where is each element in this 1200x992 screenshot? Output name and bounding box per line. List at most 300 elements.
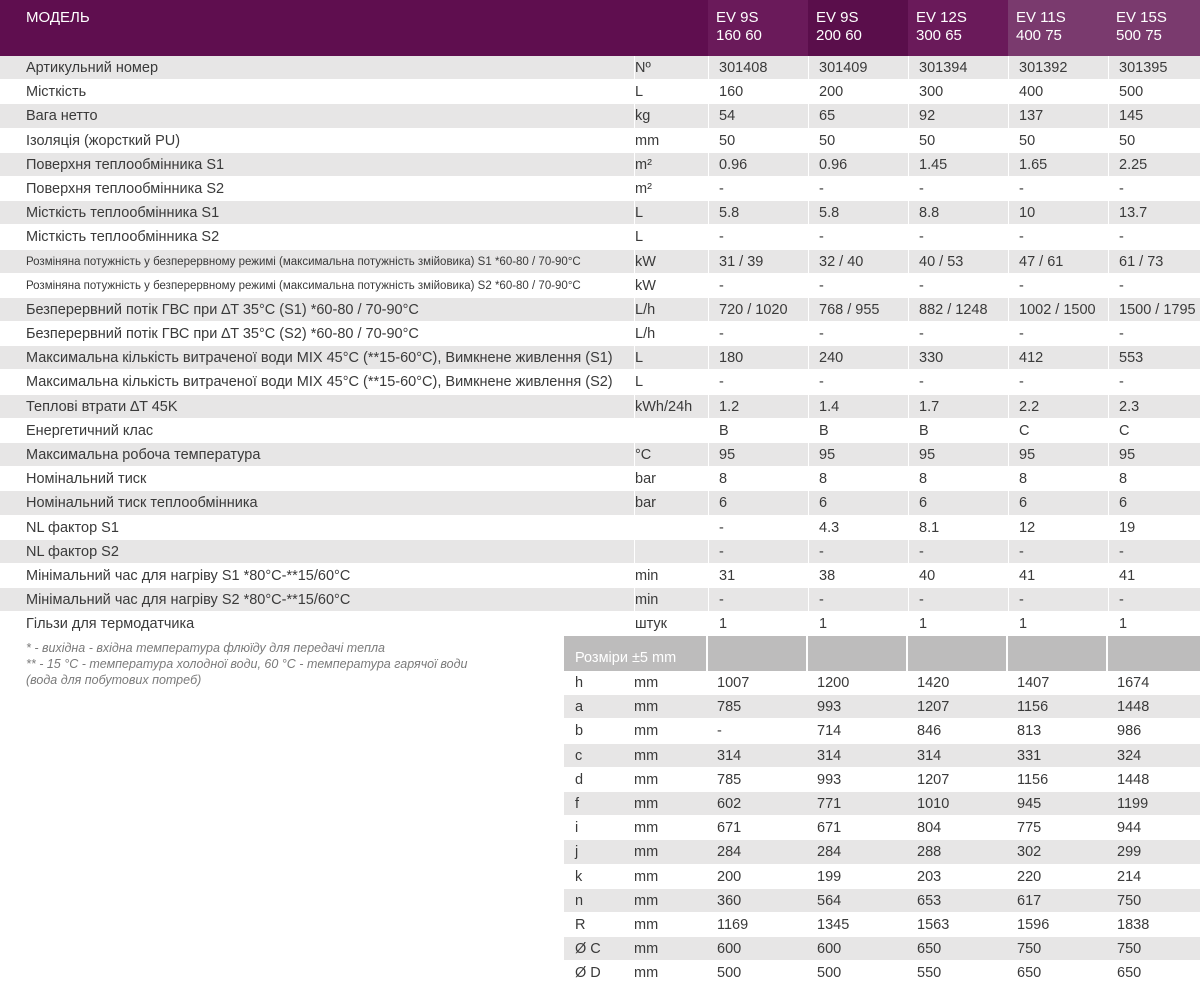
spec-table (0, 56, 1200, 637)
spec-value: - (708, 516, 808, 539)
dimension-value: 314 (917, 747, 942, 764)
spec-row (0, 298, 1200, 322)
spec-unit: kg (634, 104, 708, 127)
spec-row (0, 153, 1200, 177)
dimension-value: 288 (917, 844, 942, 861)
dimension-unit: mm (634, 916, 659, 933)
model-size: 160 60 (716, 27, 762, 44)
spec-value: 240 (808, 346, 908, 369)
spec-row (0, 80, 1200, 104)
table-header (0, 0, 1200, 56)
spec-value: 38 (808, 564, 908, 587)
dimension-row (564, 695, 1200, 719)
spec-value: - (1008, 274, 1108, 297)
spec-label: Мінімальний час для нагріву S2 *80°C-**15/60°C (26, 592, 351, 609)
dimension-value: 1199 (1117, 795, 1149, 812)
spec-value: 1.7 (908, 395, 1008, 418)
spec-value: 6 (908, 491, 1008, 514)
spec-value: - (1008, 588, 1108, 611)
spec-label: Гільзи для термодатчика (26, 616, 195, 633)
spec-value: 50 (1108, 129, 1200, 152)
spec-unit: kW (634, 250, 708, 273)
spec-row (0, 104, 1200, 128)
dimension-value: 331 (1017, 747, 1042, 764)
footnote: * - вихідна - вхідна температура флюїду для передачі тепла (26, 641, 385, 655)
dimension-value: 284 (717, 844, 742, 861)
dimension-value: 1207 (917, 771, 950, 788)
dimension-row (564, 768, 1200, 792)
model-size: 200 60 (816, 27, 862, 44)
spec-label: Енергетичний клас (26, 422, 154, 439)
spec-label: NL фактор S1 (26, 519, 119, 536)
spec-value: 50 (808, 129, 908, 152)
model-name: EV 12S (916, 9, 967, 26)
spec-value: 1.4 (808, 395, 908, 418)
column-divider (806, 636, 808, 671)
dimension-value: 650 (1117, 965, 1142, 982)
spec-row (0, 540, 1200, 564)
spec-value: C (1008, 419, 1108, 442)
spec-label: Поверхня теплообмінника S2 (26, 180, 225, 197)
spec-value: 553 (1108, 346, 1200, 369)
dimension-value: 1345 (817, 916, 850, 933)
dimension-value: 846 (917, 723, 942, 740)
spec-value: 2.3 (1108, 395, 1200, 418)
spec-value: 1 (908, 612, 1008, 635)
spec-value: 145 (1108, 104, 1200, 127)
spec-value: - (708, 274, 808, 297)
dimensions-title: Розміри ±5 mm (575, 650, 677, 666)
dimension-unit: mm (634, 820, 659, 837)
spec-value: 400 (1008, 80, 1108, 103)
spec-value: 31 / 39 (708, 250, 808, 273)
spec-value: 31 (708, 564, 808, 587)
dimension-value: 750 (1117, 892, 1142, 909)
spec-value: 0.96 (808, 153, 908, 176)
dimension-row (564, 744, 1200, 768)
spec-row (0, 612, 1200, 636)
dimension-value: 671 (817, 820, 842, 837)
spec-value: - (1108, 274, 1200, 297)
dimension-value: 199 (817, 868, 842, 885)
spec-value: B (708, 419, 808, 442)
spec-value: 10 (1008, 201, 1108, 224)
spec-unit: Nº (634, 56, 708, 79)
spec-unit: kW (634, 274, 708, 297)
dimension-key: i (575, 820, 579, 837)
dimension-value: 284 (817, 844, 842, 861)
spec-label: Теплові втрати ∆T 45K (26, 398, 178, 415)
dimension-value: 214 (1117, 868, 1142, 885)
spec-unit: kWh/24h (634, 395, 708, 418)
spec-unit: °C (634, 443, 708, 466)
dimension-value: 785 (717, 771, 742, 788)
spec-label: Номінальний тиск теплообмінника (26, 495, 258, 512)
spec-value: - (908, 322, 1008, 345)
dimension-key: b (575, 723, 584, 740)
dimension-value: 650 (917, 941, 942, 958)
dimension-key: j (575, 844, 579, 861)
dimension-row (564, 889, 1200, 913)
spec-row (0, 588, 1200, 612)
dimension-value: 500 (717, 965, 742, 982)
column-divider (1006, 636, 1008, 671)
spec-row (0, 322, 1200, 346)
dimension-value: 813 (1017, 723, 1042, 740)
spec-label: Місткість теплообмінника S2 (26, 229, 220, 246)
spec-value: - (1008, 370, 1108, 393)
spec-value: - (708, 322, 808, 345)
dimension-unit: mm (634, 941, 659, 958)
spec-value: 882 / 1248 (908, 298, 1008, 321)
spec-value: - (1108, 588, 1200, 611)
spec-value: 8 (708, 467, 808, 490)
dimension-value: 1448 (1117, 771, 1150, 788)
spec-row (0, 491, 1200, 515)
spec-value: 0.96 (708, 153, 808, 176)
spec-row (0, 56, 1200, 80)
dimension-value: 671 (717, 820, 742, 837)
spec-row (0, 177, 1200, 201)
spec-value: 301394 (908, 56, 1008, 79)
spec-row (0, 443, 1200, 467)
spec-row (0, 564, 1200, 588)
model-header-5 (1108, 0, 1200, 56)
spec-value: 301409 (808, 56, 908, 79)
spec-value: B (808, 419, 908, 442)
spec-value: 720 / 1020 (708, 298, 808, 321)
spec-value: 160 (708, 80, 808, 103)
column-divider (1106, 636, 1108, 671)
spec-value: 95 (1008, 443, 1108, 466)
dimension-value: 220 (1017, 868, 1042, 885)
spec-value: 1 (708, 612, 808, 635)
model-header-2 (808, 0, 908, 56)
spec-label: Вага нетто (26, 108, 98, 125)
spec-value: 12 (1008, 516, 1108, 539)
spec-label: Розміняна потужність у безперервному режимі (максимальна потужність змійовика) S2 *60-80 / 70-90°C (26, 279, 581, 292)
dimension-value: 550 (917, 965, 942, 982)
model-header-3 (908, 0, 1008, 56)
dimension-value: 564 (817, 892, 842, 909)
dimension-value: 314 (717, 747, 742, 764)
dimension-unit: mm (634, 771, 659, 788)
spec-label: Ізоляція (жорсткий PU) (26, 132, 181, 149)
dimension-key: a (575, 699, 584, 716)
dimension-key: f (575, 795, 580, 812)
spec-row (0, 419, 1200, 443)
dimension-value: 750 (1017, 941, 1042, 958)
dimension-value: 1563 (917, 916, 950, 933)
dimension-unit: mm (634, 795, 659, 812)
spec-unit: m² (634, 153, 708, 176)
dimension-unit: mm (634, 675, 659, 691)
spec-value: - (708, 177, 808, 200)
spec-label: Поверхня теплообмінника S1 (26, 156, 225, 173)
model-size: 400 75 (1016, 27, 1062, 44)
dimension-value: 1448 (1117, 699, 1150, 716)
dimension-value: 945 (1017, 795, 1042, 812)
spec-value: 61 / 73 (1108, 250, 1200, 273)
dimension-key: h (575, 675, 584, 691)
dimension-value: 600 (717, 941, 742, 958)
model-name: EV 9S (816, 9, 859, 26)
dimension-key: d (575, 771, 584, 788)
spec-value: 95 (1108, 443, 1200, 466)
spec-value: - (808, 370, 908, 393)
spec-value: 180 (708, 346, 808, 369)
spec-value: 300 (908, 80, 1008, 103)
spec-value: 92 (908, 104, 1008, 127)
spec-value: - (908, 540, 1008, 563)
spec-value: - (908, 588, 1008, 611)
spec-value: 2.2 (1008, 395, 1108, 418)
spec-value: 50 (708, 129, 808, 152)
spec-unit: штук (634, 612, 708, 635)
spec-value: 330 (908, 346, 1008, 369)
spec-value: 4.3 (808, 516, 908, 539)
spec-value: 13.7 (1108, 201, 1200, 224)
spec-label: Максимальна кількість витраченої води MIX 45°C (**15-60°C), Вимкнене живлення (S1) (26, 350, 613, 367)
model-header-1 (708, 0, 808, 56)
spec-value: 5.8 (808, 201, 908, 224)
spec-value: 8 (1108, 467, 1200, 490)
spec-value: 32 / 40 (808, 250, 908, 273)
spec-label: Безперервний потік ГВС при ∆T 35°C (S1) *60-80 / 70-90°C (26, 301, 419, 318)
dimension-value: 944 (1117, 820, 1142, 837)
spec-unit (634, 540, 708, 563)
spec-value: 65 (808, 104, 908, 127)
spec-value: 8 (1008, 467, 1108, 490)
dimension-value: 993 (817, 699, 842, 716)
spec-unit (634, 419, 708, 442)
spec-value: - (808, 274, 908, 297)
spec-value: B (908, 419, 1008, 442)
spec-value: - (1008, 225, 1108, 248)
spec-unit: L/h (634, 298, 708, 321)
dimension-unit: mm (634, 699, 659, 716)
spec-unit: L (634, 225, 708, 248)
dimension-value: 600 (817, 941, 842, 958)
spec-unit: L/h (634, 322, 708, 345)
spec-label: Розміняна потужність у безперервному режимі (максимальна потужність змійовика) S1 *60-80 / 70-90°C (26, 255, 581, 268)
dimension-value: - (717, 723, 722, 740)
model-name: EV 11S (1016, 9, 1066, 26)
spec-value: 137 (1008, 104, 1108, 127)
spec-value: - (808, 225, 908, 248)
spec-unit: mm (634, 129, 708, 152)
spec-label: NL фактор S2 (26, 543, 119, 560)
spec-value: 301395 (1108, 56, 1200, 79)
dimension-value: 1156 (1017, 699, 1049, 716)
dimension-value: 993 (817, 771, 842, 788)
spec-value: - (1008, 540, 1108, 563)
spec-row (0, 225, 1200, 249)
dimension-value: 360 (717, 892, 742, 909)
dimension-value: 1010 (917, 795, 950, 812)
spec-unit (634, 516, 708, 539)
dimension-value: 653 (917, 892, 942, 909)
spec-value: 19 (1108, 516, 1200, 539)
dimensions-header (564, 636, 1200, 671)
dimension-unit: mm (634, 844, 659, 861)
spec-value: 41 (1008, 564, 1108, 587)
spec-value: 301408 (708, 56, 808, 79)
dimension-value: 1420 (917, 675, 950, 691)
spec-value: - (908, 225, 1008, 248)
spec-row (0, 129, 1200, 153)
spec-value: 1 (1108, 612, 1200, 635)
dimension-key: k (575, 868, 583, 885)
spec-value: 1.65 (1008, 153, 1108, 176)
dimension-value: 1156 (1017, 771, 1049, 788)
dimensions-table (564, 636, 1200, 985)
dimension-value: 302 (1017, 844, 1042, 861)
column-divider (906, 636, 908, 671)
spec-row (0, 516, 1200, 540)
column-divider (706, 636, 708, 671)
spec-value: - (1108, 177, 1200, 200)
dimension-value: 200 (717, 868, 742, 885)
spec-label: Мінімальний час для нагріву S1 *80°C-**15/60°C (26, 567, 351, 584)
dimension-row (564, 719, 1200, 743)
spec-value: - (908, 177, 1008, 200)
dimensions-rows (564, 671, 1200, 985)
spec-unit: min (634, 564, 708, 587)
unit-column-header (627, 0, 708, 56)
spec-row (0, 274, 1200, 298)
dimension-row (564, 840, 1200, 864)
dimension-key: Ø D (575, 965, 601, 982)
spec-label: Безперервний потік ГВС при ∆T 35°C (S2) *60-80 / 70-90°C (26, 326, 419, 343)
model-size: 300 65 (916, 27, 962, 44)
spec-unit: min (634, 588, 708, 611)
dimension-value: 750 (1117, 941, 1142, 958)
dimension-value: 785 (717, 699, 742, 716)
spec-value: 1 (808, 612, 908, 635)
dimension-value: 1200 (817, 675, 850, 691)
spec-value: - (1108, 225, 1200, 248)
spec-value: 6 (1108, 491, 1200, 514)
model-size: 500 75 (1116, 27, 1162, 44)
dimension-value: 714 (817, 723, 842, 740)
dimension-value: 203 (917, 868, 942, 885)
model-header-4 (1008, 0, 1108, 56)
spec-value: 6 (708, 491, 808, 514)
spec-value: - (808, 322, 908, 345)
spec-value: 50 (1008, 129, 1108, 152)
spec-row (0, 346, 1200, 370)
dimension-value: 602 (717, 795, 742, 812)
spec-value: 8.1 (908, 516, 1008, 539)
spec-value: 50 (908, 129, 1008, 152)
dimension-row (564, 671, 1200, 695)
spec-value: 301392 (1008, 56, 1108, 79)
spec-value: 500 (1108, 80, 1200, 103)
spec-value: - (908, 370, 1008, 393)
dimension-value: 324 (1117, 747, 1142, 764)
spec-value: - (1108, 322, 1200, 345)
dimension-value: 771 (817, 795, 842, 812)
spec-row (0, 250, 1200, 274)
spec-value: - (1008, 322, 1108, 345)
spec-value: 1.2 (708, 395, 808, 418)
spec-value: 6 (808, 491, 908, 514)
spec-value: - (808, 588, 908, 611)
dimension-key: c (575, 747, 583, 764)
spec-row (0, 395, 1200, 419)
footnote: ** - 15 °C - температура холодної води, 60 °C - температура гарячої води (26, 657, 468, 671)
spec-label: Максимальна кількість витраченої води MIX 45°C (**15-60°C), Вимкнене живлення (S2) (26, 374, 613, 391)
spec-unit: bar (634, 467, 708, 490)
spec-value: - (1008, 177, 1108, 200)
dimension-value: 1169 (717, 916, 749, 933)
spec-value: C (1108, 419, 1200, 442)
spec-value: 40 / 53 (908, 250, 1008, 273)
dimension-value: 1838 (1117, 916, 1150, 933)
spec-value: - (708, 225, 808, 248)
spec-value: 200 (808, 80, 908, 103)
spec-row (0, 467, 1200, 491)
spec-row (0, 201, 1200, 225)
dimension-value: 1596 (1017, 916, 1050, 933)
spec-value: 8 (808, 467, 908, 490)
dimension-value: 775 (1017, 820, 1042, 837)
spec-value: 1002 / 1500 (1008, 298, 1108, 321)
dimension-unit: mm (634, 965, 659, 982)
spec-value: 41 (1108, 564, 1200, 587)
dimension-key: n (575, 892, 584, 909)
spec-value: 54 (708, 104, 808, 127)
dimension-value: 650 (1017, 965, 1042, 982)
dimension-unit: mm (634, 723, 659, 740)
dimension-value: 299 (1117, 844, 1142, 861)
dimension-key: R (575, 916, 586, 933)
spec-unit: L (634, 201, 708, 224)
dimension-value: 1007 (717, 675, 750, 691)
spec-value: - (808, 177, 908, 200)
spec-value: 95 (908, 443, 1008, 466)
spec-value: 8 (908, 467, 1008, 490)
dimension-value: 617 (1017, 892, 1042, 909)
dimension-unit: mm (634, 868, 659, 885)
spec-value: - (1108, 540, 1200, 563)
spec-value: 1500 / 1795 (1108, 298, 1200, 321)
dimension-key: Ø C (575, 941, 601, 958)
spec-value: 2.25 (1108, 153, 1200, 176)
spec-value: - (808, 540, 908, 563)
dimension-value: 1674 (1117, 675, 1150, 691)
dimension-row (564, 865, 1200, 889)
dimension-row (564, 913, 1200, 937)
spec-label: Номінальний тиск (26, 471, 147, 488)
dimension-row (564, 792, 1200, 816)
spec-unit: L (634, 80, 708, 103)
spec-value: 95 (708, 443, 808, 466)
spec-value: 1 (1008, 612, 1108, 635)
dimension-value: 804 (917, 820, 942, 837)
model-column-title: МОДЕЛЬ (0, 0, 627, 56)
spec-unit: bar (634, 491, 708, 514)
spec-value: - (908, 274, 1008, 297)
model-name: EV 9S (716, 9, 759, 26)
spec-value: - (1108, 370, 1200, 393)
spec-value: 8.8 (908, 201, 1008, 224)
spec-label: Артикульний номер (26, 60, 159, 76)
spec-row (0, 370, 1200, 394)
dimension-row (564, 816, 1200, 840)
spec-value: 768 / 955 (808, 298, 908, 321)
